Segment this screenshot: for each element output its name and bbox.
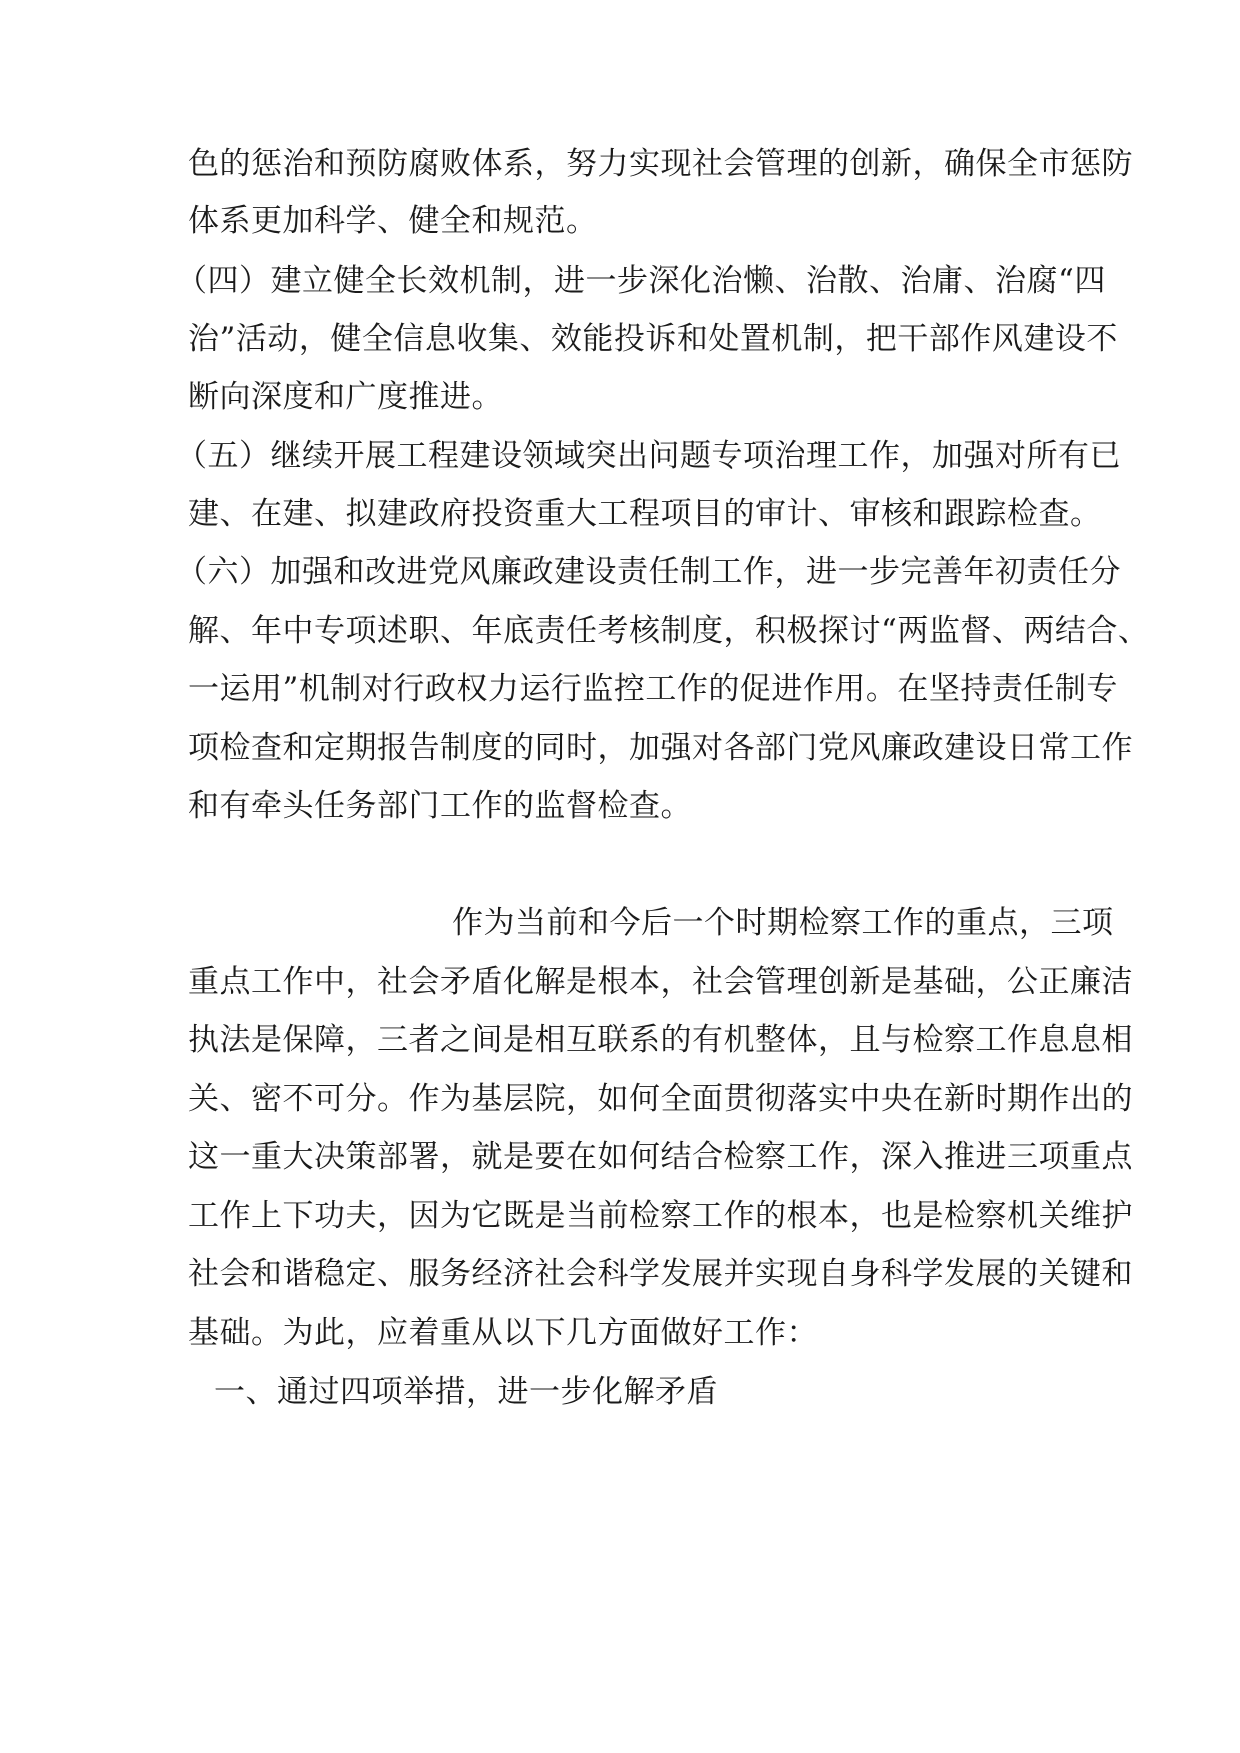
text-line: 重点工作中，社会矛盾化解是根本，社会管理创新是基础，公正廉洁	[188, 964, 1133, 1000]
paragraph-start: 作为当前和今后一个时期检察工作的重点，三项	[452, 905, 1114, 941]
paragraph-heading-5: （五）继续开展工程建设领域突出问题专项治理工作，加强对所有已	[176, 438, 1121, 474]
text-line: 工作上下功夫，因为它既是当前检察工作的根本，也是检察机关维护	[188, 1198, 1133, 1234]
text-line: 基础。为此，应着重从以下几方面做好工作：	[188, 1315, 818, 1351]
paragraph-heading-4: （四）建立健全长效机制，进一步深化治懒、治散、治庸、治腐“四	[176, 263, 1106, 299]
text-line: 社会和谐稳定、服务经济社会科学发展并实现自身科学发展的关键和	[188, 1256, 1133, 1292]
text-line: 治”活动，健全信息收集、效能投诉和处置机制，把干部作风建设不	[188, 321, 1118, 357]
paragraph-heading-6: （六）加强和改进党风廉政建设责任制工作，进一步完善年初责任分	[176, 554, 1121, 590]
text-line: 项检查和定期报告制度的同时，加强对各部门党风廉政建设日常工作	[188, 730, 1133, 766]
text-line: 断向深度和广度推进。	[188, 379, 503, 415]
text-line: 建、在建、拟建政府投资重大工程项目的审计、审核和跟踪检查。	[188, 496, 1102, 532]
text-line: 体系更加科学、健全和规范。	[188, 203, 598, 239]
text-line: 色的惩治和预防腐败体系，努力实现社会管理的创新，确保全市惩防	[188, 146, 1133, 182]
text-line: 执法是保障，三者之间是相互联系的有机整体，且与检察工作息息相	[188, 1022, 1133, 1058]
text-line: 关、密不可分。作为基层院，如何全面贯彻落实中央在新时期作出的	[188, 1081, 1133, 1117]
text-line: 解、年中专项述职、年底责任考核制度，积极探讨“两监督、两结合、	[188, 613, 1150, 649]
text-line: 这一重大决策部署，就是要在如何结合检察工作，深入推进三项重点	[188, 1139, 1133, 1175]
section-heading: 一、通过四项举措，进一步化解矛盾	[214, 1374, 718, 1410]
text-line: 和有牵头任务部门工作的监督检查。	[188, 788, 692, 824]
text-line: 一运用”机制对行政权力运行监控工作的促进作用。在坚持责任制专	[188, 671, 1118, 707]
